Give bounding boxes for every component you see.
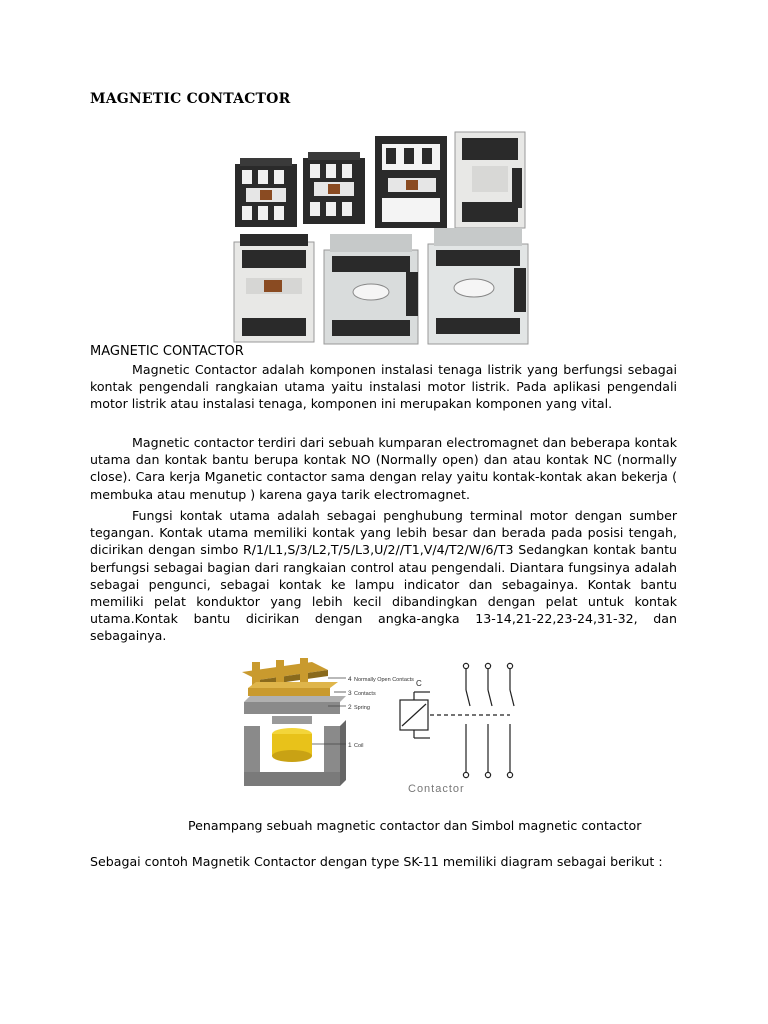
contactor-image-5: [234, 234, 314, 342]
label-coil: Coil: [354, 743, 364, 749]
cross-section-illustration: [242, 658, 414, 786]
contactor-image-2: [303, 152, 365, 224]
paragraph-2: [90, 434, 677, 503]
label-normally-open: Normally Open Contacts: [354, 677, 414, 683]
paragraph-1: [90, 361, 677, 413]
label-num-3: 3: [348, 690, 352, 697]
figure-caption: Penampang sebuah magnetic contactor dan Simbol magnetic contactor: [188, 818, 642, 833]
contactor-image-7: [428, 228, 528, 344]
coil-letter: C: [416, 679, 422, 688]
label-spring: Spring: [354, 705, 370, 711]
label-num-4: 4: [348, 676, 352, 683]
paragraph-3: [90, 507, 677, 645]
contactor-image-3: [375, 136, 447, 228]
page-title: MAGNETIC CONTACTOR: [90, 91, 291, 107]
paragraph-text: Magnetic Contactor adalah komponen instalasi tenaga listrik yang berfungsi sebagai kontak pengendali rangkaian utama yaitu instalasi motor listrik. Pada aplikasi pengendali motor listrik atau instalasi tenaga, komponen ini merupakan komponen yang vital.: [90, 362, 677, 412]
paragraph-text: Sebagai contoh Magnetik Contactor dengan type SK-11 memiliki diagram sebagai berikut :: [90, 854, 663, 869]
contactor-image-1: [235, 158, 297, 227]
section-heading: MAGNETIC CONTACTOR: [90, 344, 244, 359]
contactor-label: Contactor: [408, 783, 465, 795]
label-contacts: Contacts: [354, 691, 376, 697]
contactor-diagram: [228, 654, 528, 796]
paragraph-text: Fungsi kontak utama adalah sebagai penghubung terminal motor dengan sumber tegangan. Kontak utama memiliki kontak yang lebih besar dan berada pada posisi tengah, dicirikan dengan simbo R/1/L1,S/3/L2,T/5/L3,U/2//T1,V/4/T2/W/6/T3 Sedangkan kontak bantu berfungsi sebagai bagian dari rangkaian control atau pengendali. Diantara fungsinya adalah sebagai pengunci, sebagai kontak ke lampu indicator dan sebagainya. Kontak bantu memiliki pelat konduktor yang lebih kecil dibandingkan dengan pelat untuk kontak utama.Kontak bantu dicirikan dengan angka-angka 13-14,21-22,23-24,31-32, dan sebagainya.: [90, 508, 677, 644]
contactor-image-6: [324, 234, 418, 344]
paragraph-text: Magnetic contactor terdiri dari sebuah kumparan electromagnet dan beberapa kontak utama dan kontak bantu berupa kontak NO (Normally open) dan atau kontak NC (normally close). Cara kerja Mganetic contactor sama dengan relay yaitu kontak-kontak akan bekerja ( membuka atau menutup ) karena gaya tarik electromagnet.: [90, 435, 677, 502]
contactor-image-4: [455, 132, 525, 228]
label-num-1: 1: [348, 742, 352, 749]
contactor-photo: [230, 122, 540, 346]
label-num-2: 2: [348, 704, 352, 711]
closing-paragraph: [90, 853, 677, 870]
